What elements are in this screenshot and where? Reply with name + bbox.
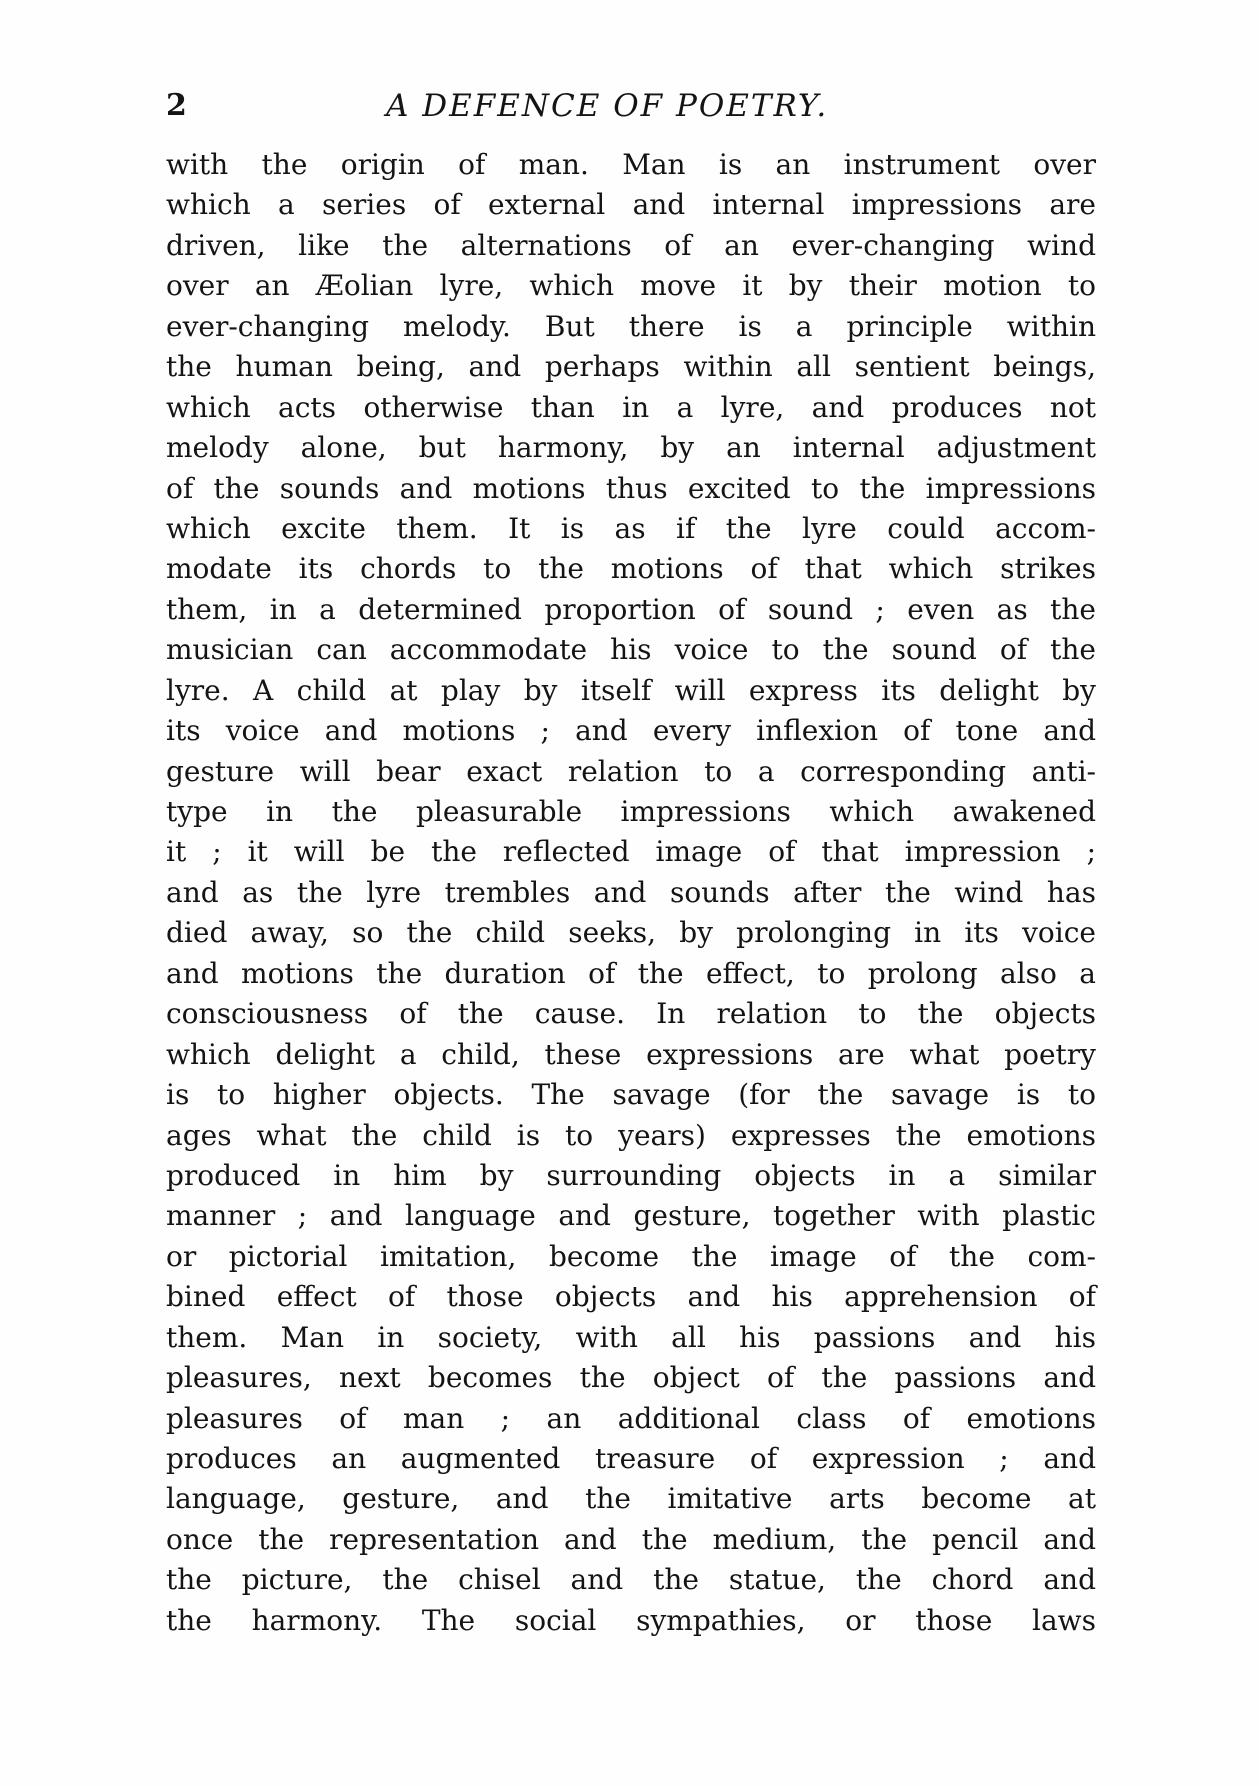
running-head	[166, 84, 1096, 128]
running-title: A DEFENCE OF POETRY.	[386, 88, 829, 124]
text-line: bined effect of those objects and his apprehension of	[166, 1280, 1096, 1314]
text-line: consciousness of the cause. In relation to the objects	[166, 997, 1096, 1031]
text-line: them. Man in society, with all his passions and his	[166, 1320, 1096, 1354]
text-line: type in the pleasurable impressions which awakened	[166, 795, 1096, 828]
text-line: it ; it will be the reflected image of that impression ;	[166, 835, 1096, 869]
text-line: with the origin of man. Man is an instrument over	[166, 148, 1096, 181]
text-line: or pictorial imitation, become the image of the com-	[166, 1239, 1096, 1273]
text-line: of the sounds and motions thus excited to the impressions	[166, 471, 1096, 505]
text-line: died away, so the child seeks, by prolonging in its voice	[166, 916, 1096, 950]
text-line: pleasures of man ; an additional class of emotions	[166, 1401, 1096, 1435]
text-line: which excite them. It is as if the lyre could accom-	[166, 511, 1096, 545]
text-line: language, gesture, and the imitative arts become at	[166, 1482, 1096, 1516]
text-line: lyre. A child at play by itself will express its delight by	[166, 673, 1096, 707]
text-line: produces an augmented treasure of expression ; and	[166, 1442, 1096, 1475]
text-line: musician can accommodate his voice to the sound of the	[166, 633, 1096, 667]
text-line: over an Æolian lyre, which move it by their motion to	[166, 269, 1096, 303]
text-line: the human being, and perhaps within all sentient beings,	[166, 350, 1096, 384]
text-line: modate its chords to the motions of that which strikes	[166, 552, 1096, 586]
text-line: is to higher objects. The savage (for the savage is to	[166, 1078, 1096, 1112]
text-line: melody alone, but harmony, by an internal adjustment	[166, 431, 1096, 465]
text-line: ever-changing melody. But there is a principle within	[166, 309, 1096, 343]
text-line: driven, like the alternations of an ever-changing wind	[166, 228, 1096, 262]
text-line: pleasures, next becomes the object of the passions and	[166, 1361, 1096, 1395]
text-line: ages what the child is to years) expresses the emotions	[166, 1118, 1096, 1152]
text-line: once the representation and the medium, the pencil and	[166, 1522, 1096, 1556]
text-line: the picture, the chisel and the statue, the chord and	[166, 1563, 1096, 1597]
text-line: which delight a child, these expressions are what poetry	[166, 1037, 1096, 1071]
text-line: which a series of external and internal impressions are	[166, 188, 1096, 222]
text-line: manner ; and language and gesture, together with plastic	[166, 1199, 1096, 1233]
text-line: and motions the duration of the effect, to prolong also a	[166, 956, 1096, 990]
text-line: and as the lyre trembles and sounds after the wind has	[166, 875, 1096, 909]
text-line: the harmony. The social sympathies, or those laws	[166, 1603, 1096, 1637]
body-text	[166, 145, 1096, 1641]
text-line: its voice and motions ; and every inflexion of tone and	[166, 714, 1096, 748]
text-line: which acts otherwise than in a lyre, and produces not	[166, 390, 1096, 424]
text-line: them, in a determined proportion of sound ; even as the	[166, 592, 1096, 626]
text-line: gesture will bear exact relation to a corresponding anti-	[166, 754, 1096, 788]
text-line: produced in him by surrounding objects in a similar	[166, 1158, 1096, 1192]
page-number: 2	[166, 88, 187, 123]
